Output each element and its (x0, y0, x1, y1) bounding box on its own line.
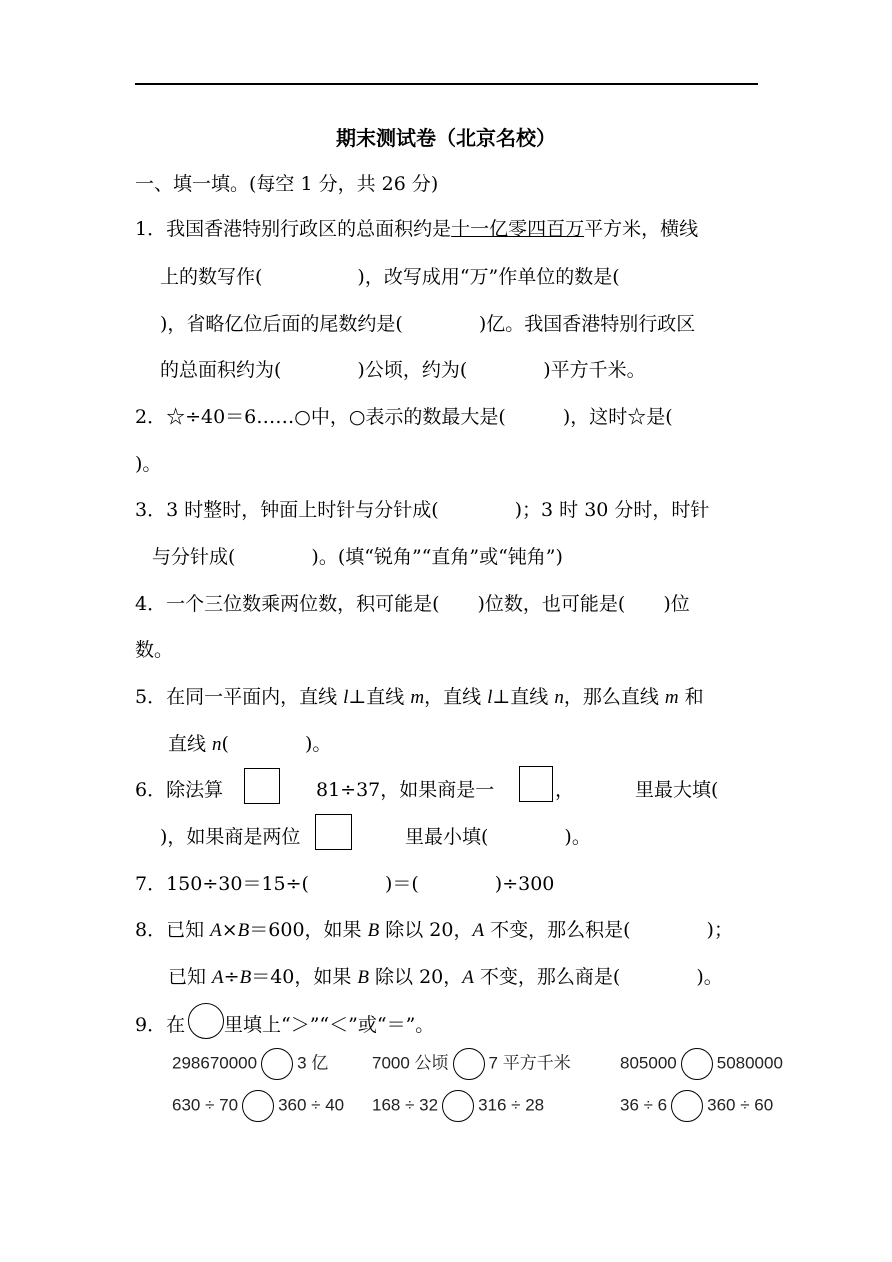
q8-t-e: 已知 (168, 966, 213, 988)
q5-t-e: ，那么直线 (563, 686, 665, 708)
q5-t-d: ⊥直线 (492, 686, 555, 708)
q5-var-m: m (410, 687, 425, 708)
q8-t-c: 除以 20， (379, 919, 473, 941)
compare-left: 298670000 (172, 1053, 258, 1073)
q6-blank-box-2[interactable] (519, 766, 553, 802)
q1-underlined-number: 十一亿零四百万 (451, 218, 585, 240)
q1-line3: )，省略亿位后面的尾数约是( )亿。我国香港特别行政区 (160, 313, 696, 335)
q5-t-b: ⊥直线 (348, 686, 411, 708)
q1-line2: 上的数写作( )，改写成用“万”作单位的数是( (160, 266, 620, 288)
compare-left: 168 ÷ 32 (372, 1095, 439, 1115)
q8-line2 (168, 965, 723, 990)
q5-var-n: n (554, 687, 564, 708)
q3-line2: 与分针成( )。(填“锐角”“直角”或“钝角”) (152, 546, 563, 568)
compare-right: 3 亿 (297, 1053, 329, 1073)
q8-t-b: ＝600，如果 (249, 919, 368, 941)
compare-right: 316 ÷ 28 (478, 1095, 545, 1115)
compare-right: 5080000 (716, 1053, 783, 1073)
section-heading: 一、填一填。(每空 1 分，共 26 分) (135, 173, 439, 195)
compare-left: 7000 公顷 (372, 1053, 449, 1073)
q8-t-d: 不变，那么积是( )； (484, 919, 733, 941)
q5-var-l2: l (487, 687, 493, 708)
q1-text-b: 平方米，横线 (584, 218, 699, 240)
q5-t-h: ( )。 (221, 733, 332, 755)
q8-t-f: ＝40，如果 (251, 966, 358, 988)
q2-line1: 2．☆÷40＝6……○中，○表示的数最大是( )，这时☆是( (135, 406, 673, 428)
q5-var-m2: m (664, 687, 679, 708)
q5-line2 (168, 732, 331, 757)
compare-right: 7 平方千米 (488, 1053, 571, 1073)
q6-line1-d: 里最大填( (635, 779, 719, 801)
q6-line1-a: 6．除法算 (135, 779, 224, 801)
q6-line2-f: 里最小填( )。 (405, 826, 591, 848)
compare-circle[interactable] (671, 1090, 703, 1122)
q5-line1 (135, 685, 704, 710)
q6-line1-b: 81÷37，如果商是一 (316, 779, 495, 801)
compare-item-5 (372, 1090, 544, 1122)
q6-blank-box-1[interactable] (244, 768, 280, 804)
compare-item-3 (620, 1048, 783, 1080)
compare-item-2 (372, 1048, 571, 1080)
q8-var-B2: B (367, 920, 380, 941)
q6-blank-box-3[interactable] (315, 814, 352, 850)
compare-right: 360 ÷ 60 (707, 1095, 774, 1115)
q4-line2: 数。 (135, 639, 174, 661)
q8-var-A: A (210, 920, 222, 941)
q8-t-h: 不变，那么商是( )。 (473, 966, 723, 988)
q3-line1: 3．3 时整时，钟面上时针与分针成( )；3 时 30 分时，时针 (135, 499, 710, 521)
header-rule (135, 83, 758, 85)
q8-times: × (221, 919, 238, 941)
compare-left: 630 ÷ 70 (172, 1095, 239, 1115)
compare-circle[interactable] (261, 1048, 293, 1080)
q8-div: ÷ (223, 966, 240, 988)
q8-t-a: 8．已知 (135, 919, 211, 941)
compare-item-1 (172, 1048, 328, 1080)
page-title: 期末测试卷（北京名校） (336, 126, 556, 150)
q8-line1 (135, 918, 733, 943)
q8-t-g: 除以 20， (369, 966, 463, 988)
q5-t-c: ，直线 (424, 686, 488, 708)
q1-line4: 的总面积约为( )公顷，约为( )平方千米。 (160, 359, 646, 381)
q5-t-a: 5．在同一平面内，直线 (135, 686, 344, 708)
q5-var-l: l (343, 687, 349, 708)
compare-circle[interactable] (681, 1048, 713, 1080)
q6-line1-c: ， (555, 779, 575, 801)
compare-circle[interactable] (242, 1090, 274, 1122)
q7-line: 7．150÷30＝15÷( )＝( )÷300 (135, 873, 555, 895)
compare-left: 805000 (620, 1053, 677, 1073)
q6-line2-e: )，如果商是两位 (160, 826, 301, 848)
q8-var-B4: B (357, 967, 370, 988)
q9-example-circle (188, 1003, 224, 1039)
q8-var-B3: B (239, 967, 252, 988)
q5-var-n2: n (212, 734, 222, 755)
q1-line1 (135, 217, 698, 241)
q8-var-A4: A (462, 967, 474, 988)
compare-circle[interactable] (442, 1090, 474, 1122)
q4-line1: 4．一个三位数乘两位数，积可能是( )位数，也可能是( )位 (135, 593, 690, 615)
q9-line-b: 里填上“＞”“＜”或“＝”。 (224, 1014, 435, 1036)
q5-t-f: 和 (678, 686, 704, 708)
q5-t-g: 直线 (168, 733, 213, 755)
q8-var-A2: A (472, 920, 485, 941)
compare-left: 36 ÷ 6 (620, 1095, 668, 1115)
q8-var-A3: A (212, 967, 224, 988)
compare-circle[interactable] (453, 1048, 485, 1080)
q8-var-B: B (237, 920, 250, 941)
q2-line2: )。 (135, 453, 162, 475)
q9-line-a: 9．在 (135, 1014, 186, 1036)
compare-item-6 (620, 1090, 773, 1122)
compare-right: 360 ÷ 40 (278, 1095, 345, 1115)
q1-text-a: 1．我国香港特别行政区的总面积约是 (135, 218, 452, 240)
compare-item-4 (172, 1090, 344, 1122)
